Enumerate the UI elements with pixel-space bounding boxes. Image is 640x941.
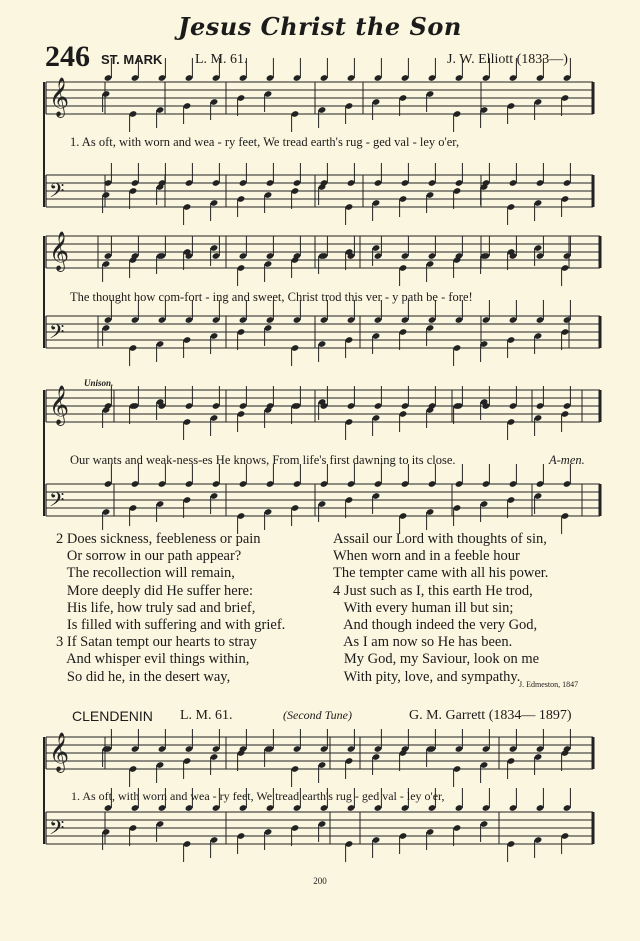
tune-meter: L. M. 61. [195, 52, 248, 67]
tune2-note: (Second Tune) [283, 708, 352, 722]
clef-icon: 𝄢 [49, 488, 65, 516]
tune2-lyric: 1. As oft, with worn and wea - ry feet, We tread earth's rug - ged val - ley o'er, [71, 789, 445, 803]
clef-icon: 𝄞 [49, 385, 70, 425]
tune2-name: CLENDENIN [72, 708, 153, 724]
tune2-composer: G. M. Garrett (1834— 1897) [409, 708, 572, 723]
hymn-number: 246 [45, 40, 90, 73]
text-attribution: J. Edmeston, 1847 [519, 680, 579, 689]
verses-column-2: Assail our Lord with thoughts of sin, When worn and in a feeble hour The tempter came with all his power. 4 Just such as I, this earth He trod, With every human ill but sin; And though indeed the very God, As I am now so He has been. My God, my Saviour, look on me With pity, love, and sympathy. [333, 531, 549, 685]
clef-icon: 𝄞 [49, 231, 70, 271]
clef-icon: 𝄞 [49, 77, 70, 117]
page-number: 200 [313, 876, 327, 886]
clef-icon: 𝄞 [49, 732, 70, 772]
tune-name: ST. MARK [101, 52, 163, 67]
verses-column-1: 2 Does sickness, feebleness or pain Or sorrow in our path appear? The recollection will remain, More deeply did He suffer here: His life, how truly sad and brief, Is filled with suffering and with grief. 3 If Satan tempt our hearts to stray And whisper evil things within, So did he, in the desert way, [56, 531, 286, 685]
clef-icon: 𝄢 [49, 816, 65, 844]
lyric-line-1: 1. As oft, with worn and wea - ry feet, We tread earth's rug - ged val - ley o'er, [70, 135, 460, 149]
lyric-line-3: Our wants and weak-ness-es He knows, From life's first dawning to its close. [70, 453, 456, 467]
tune2-meter: L. M. 61. [180, 708, 233, 723]
amen-label: A-men. [549, 453, 585, 467]
unison-label: Unison. [84, 378, 114, 388]
tune-composer: J. W. Elliott (1833—) [447, 52, 568, 67]
lyric-line-2: The thought how com-fort - ing and sweet, Christ trod this ver - y path be - fore! [70, 290, 473, 304]
hymn-title: Jesus Christ the Son [178, 12, 462, 41]
clef-icon: 𝄢 [49, 320, 65, 348]
clef-icon: 𝄢 [49, 179, 65, 207]
